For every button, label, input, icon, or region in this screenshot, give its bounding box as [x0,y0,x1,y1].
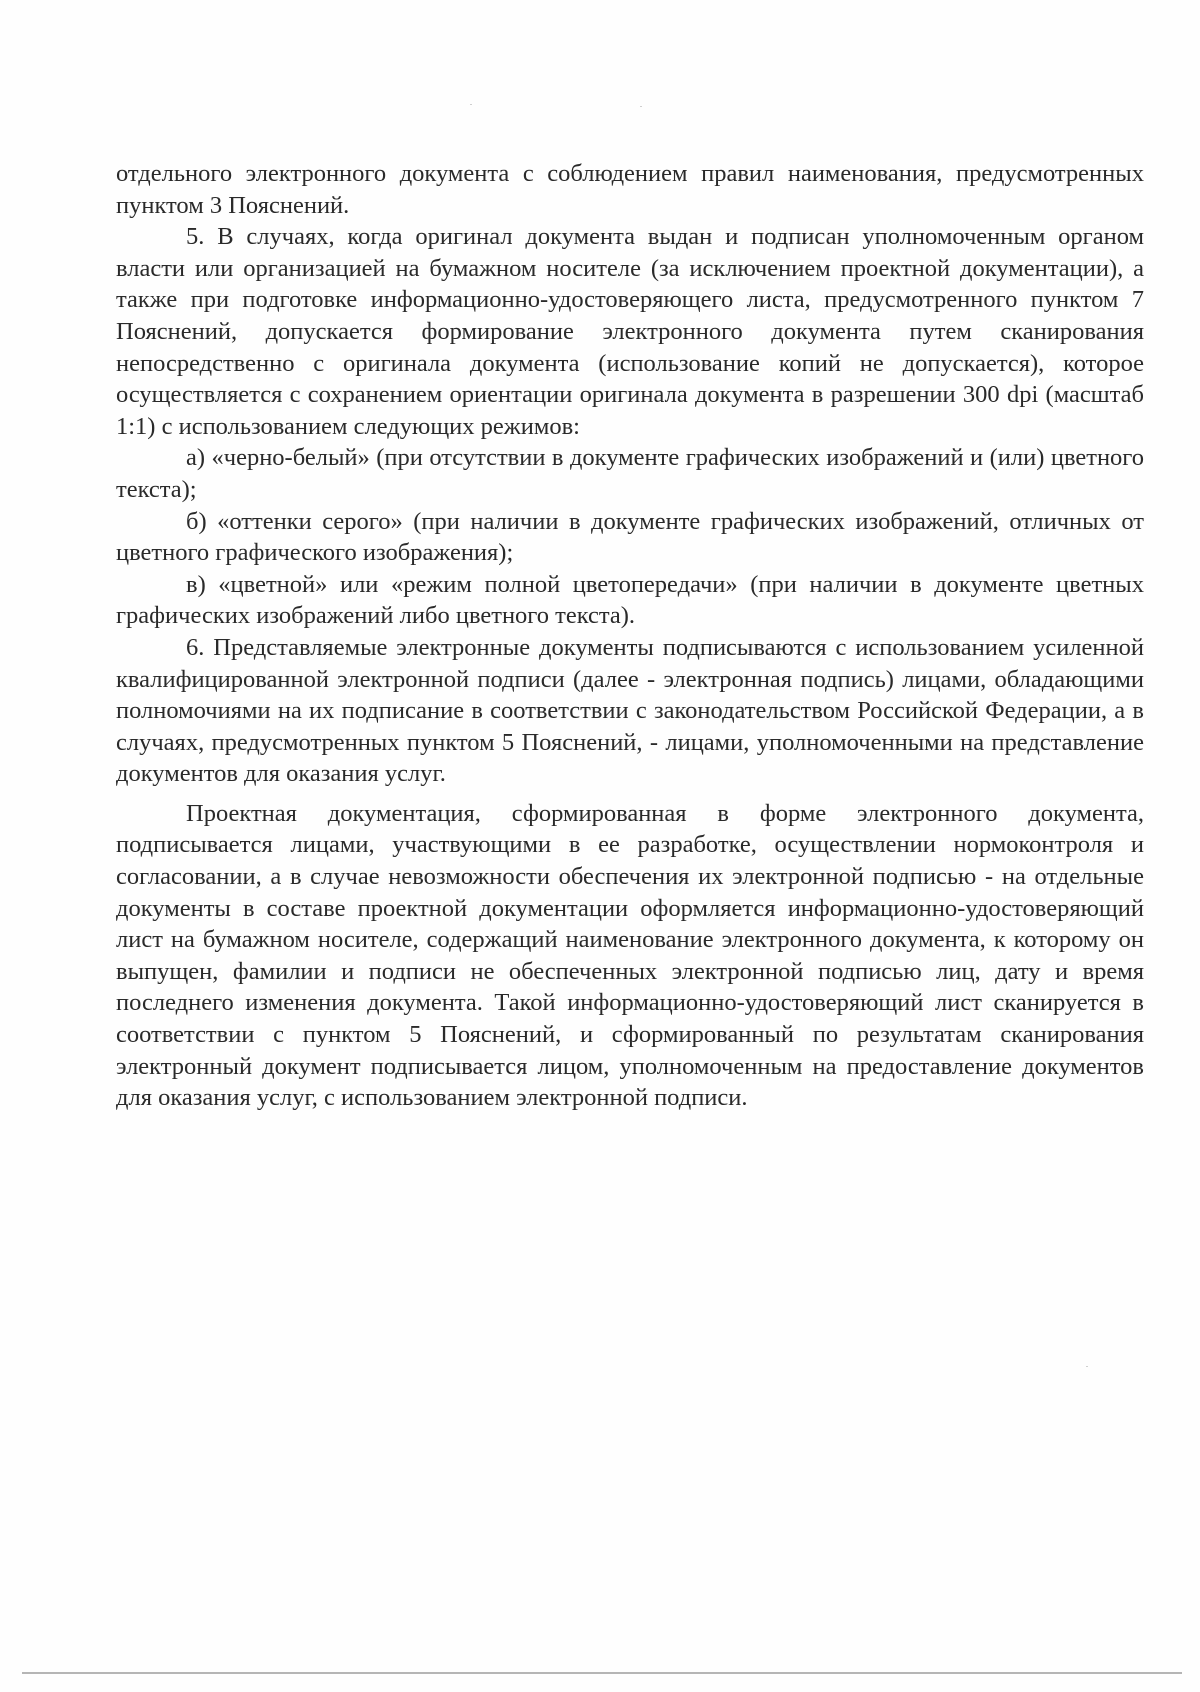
paragraph-item-5: 5. В случаях, когда оригинал документа выдан и подписан уполномоченным органом власти или организацией на бумажном носителе (за исключением проектной документации), а также при подготовке информационно-удостоверяющего листа, предусмотренного пунктом 7 Пояснений, допускается формирование электронного документа путем сканирования непосредственно с оригинала документа (использование копий не допускается), которое осуществляется с сохранением ориентации оригинала документа в разрешении 300 dpi (масштаб 1:1) с использованием следующих режимов: [116,223,1144,440]
document-body [116,158,1144,1114]
scan-edge-line [22,1672,1182,1674]
paragraph-mode-a: а) «черно-белый» (при отсутствии в документе графических изображений и (или) цветного текста); [116,444,1144,503]
paragraph-continuation: отдельного электронного документа с соблюдением правил наименования, предусмотренных пунктом 3 Пояснений. [116,160,1144,219]
scan-speck [470,104,472,105]
paragraph-item-6: 6. Представляемые электронные документы подписываются с использованием усиленной квалифицированной электронной подписи (далее - электронная подпись) лицами, обладающими полномочиями на их подписание в соответствии с законодательством Российской Федерации, а в случаях, предусмотренных пунктом 5 Пояснений, - лицами, уполномоченными на представление документов для оказания услуг. [116,633,1144,788]
scan-speck [640,106,642,107]
paragraph-mode-b: б) «оттенки серого» (при наличии в документе графических изображений, отличных от цветного графического изображения); [116,507,1144,567]
paragraph-project-docs: Проектная документация, сформированная в форме электронного документа, подписывается лицами, участвующими в ее разработке, осуществлении нормоконтроля и согласовании, а в случае невозможности обеспечения их электронной подписью - на отдельные документы в составе проектной документации оформляется информационно-удостоверяющий лист на бумажном носителе, содержащий наименование электронного документа, к которому он выпущен, фамилии и подписи не обеспеченных электронной подписью лиц, дату и время последнего изменения документа. Такой информационно-удостоверяющий лист сканируется в соответствии с пунктом 5 Пояснений, и сформированный по результатам сканирования электронный документ подписывается лицом, уполномоченным на предоставление документов для оказания услуг, с использованием электронной подписи. [116,799,1144,1112]
scan-speck [1086,1366,1088,1367]
paragraph-mode-c: в) «цветной» или «режим полной цветопередачи» (при наличии в документе цветных графических изображений либо цветного текста). [116,570,1144,630]
